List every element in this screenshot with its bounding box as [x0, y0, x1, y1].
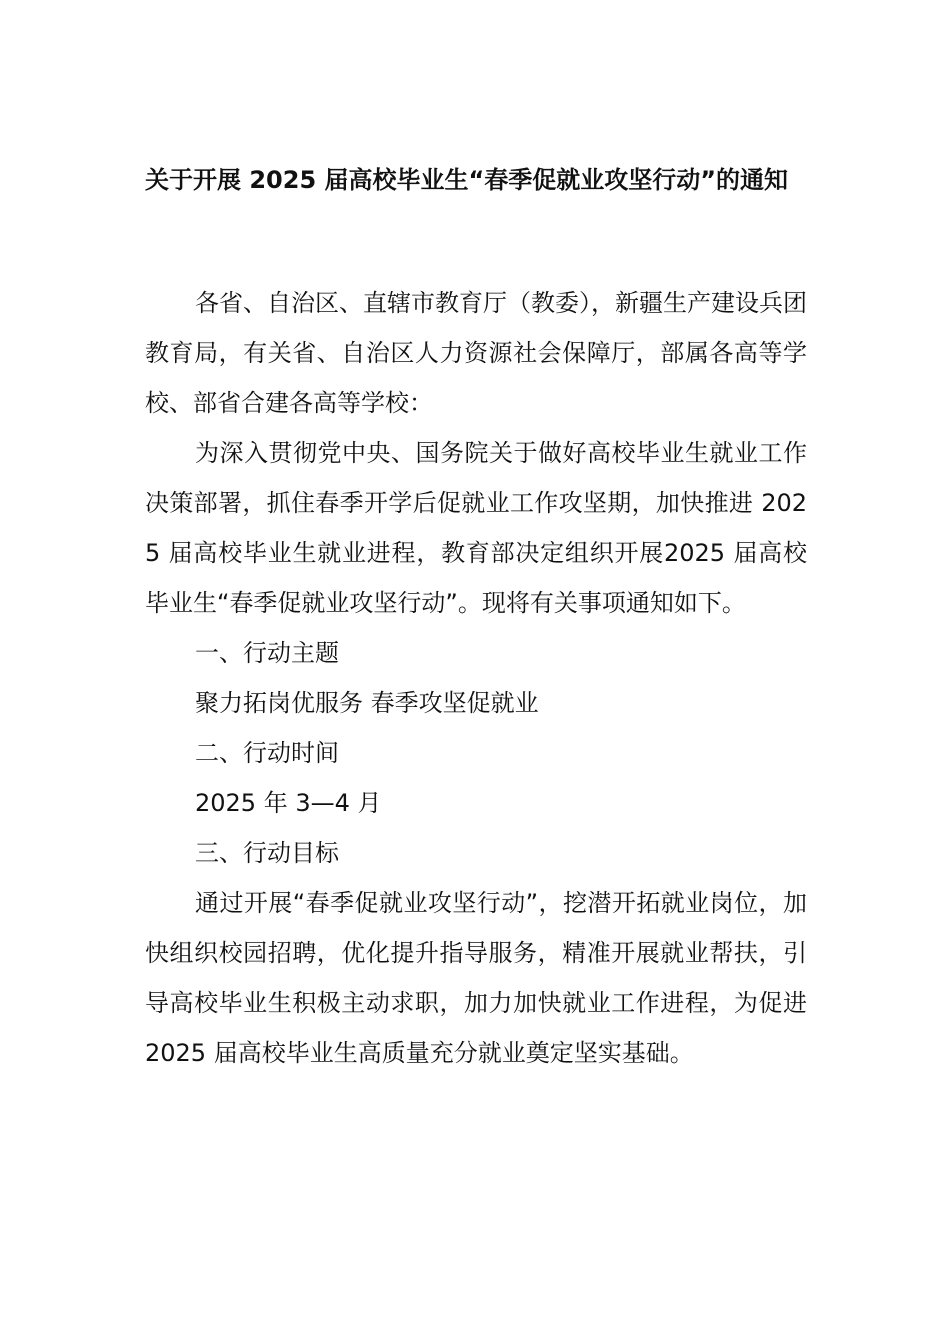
salutation-paragraph: 各省、自治区、直辖市教育厅（教委），新疆生产建设兵团教育局，有关省、自治区人力资源社会保障厅，部属各高等学校、部省合建各高等学校：	[145, 289, 807, 417]
section-heading-time: 二、行动时间	[195, 739, 339, 767]
intro-paragraph: 为深入贯彻党中央、国务院关于做好高校毕业生就业工作决策部署，抓住春季开学后促就业工作攻坚期，加快推进 2025 届高校毕业生就业进程，教育部决定组织开展2025 届高校毕业生“春季促就业攻坚行动”。现将有关事项通知如下。	[145, 439, 807, 617]
section-heading-theme: 一、行动主题	[195, 639, 339, 667]
section-content-time: 2025 年 3—4 月	[195, 789, 382, 817]
section-content-theme: 聚力拓岗优服务 春季攻坚促就业	[195, 689, 539, 717]
document-title: 关于开展 2025 届高校毕业生“春季促就业攻坚行动”的通知	[145, 166, 789, 194]
section-heading-goal: 三、行动目标	[195, 839, 339, 867]
document-body	[145, 278, 807, 1078]
section-content-goal: 通过开展“春季促就业攻坚行动”，挖潜开拓就业岗位，加快组织校园招聘，优化提升指导服务，精准开展就业帮扶，引导高校毕业生积极主动求职，加力加快就业工作进程，为促进 2025 届高校毕业生高质量充分就业奠定坚实基础。	[145, 889, 807, 1067]
